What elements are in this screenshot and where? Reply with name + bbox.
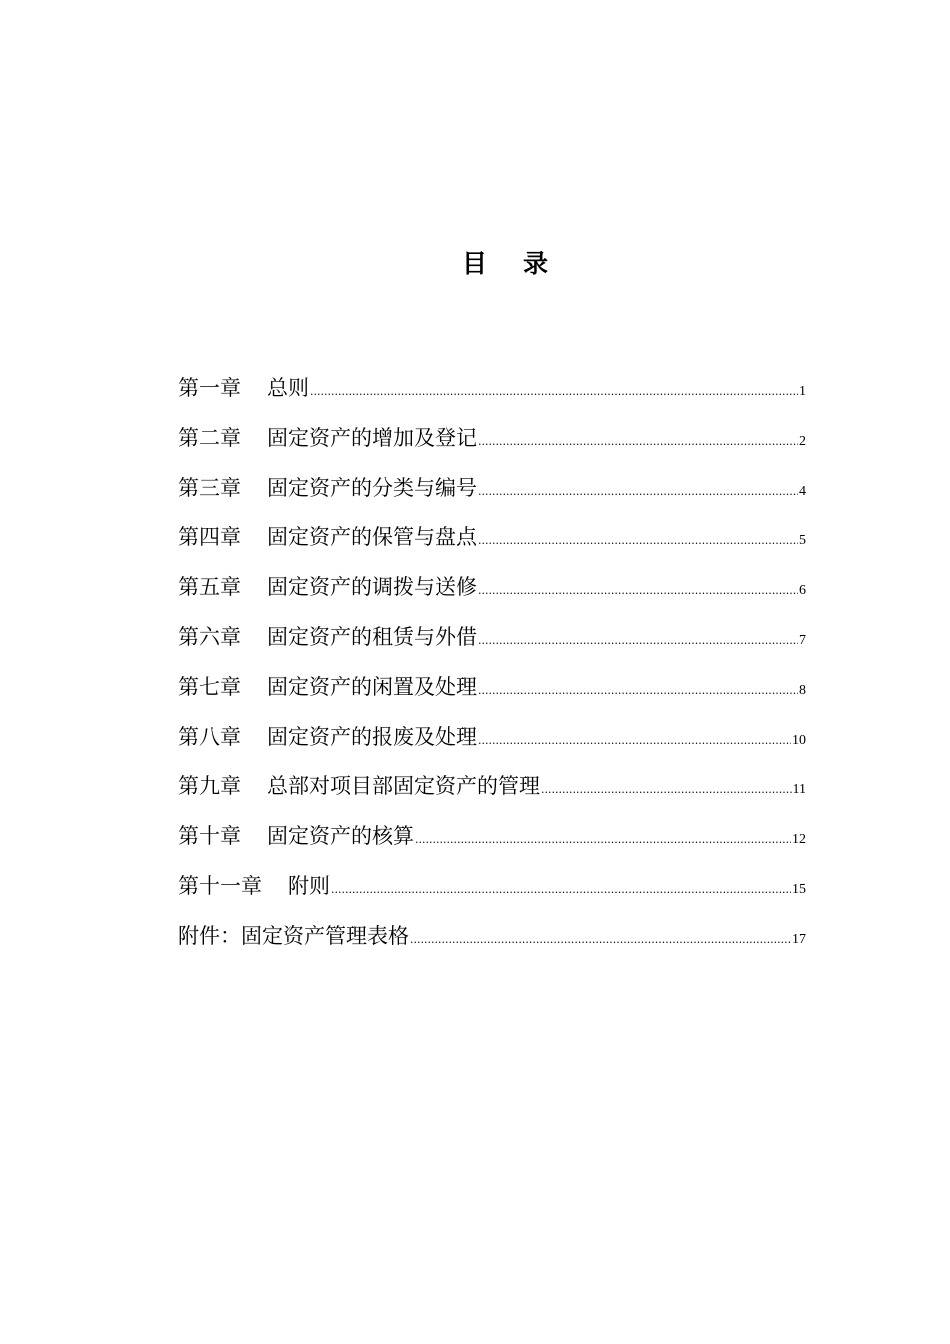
toc-entry-title: 固定资产的增加及登记 (267, 425, 477, 450)
toc-page-number: 12 (792, 832, 806, 848)
toc-entry[interactable] (178, 370, 806, 420)
table-of-contents (178, 370, 806, 968)
toc-leader (415, 822, 791, 858)
toc-page-number: 11 (792, 782, 806, 798)
toc-chapter: 第二章 (178, 425, 241, 450)
toc-chapter: 第十一章 (178, 873, 262, 898)
toc-entry[interactable] (178, 868, 806, 918)
toc-page-number: 1 (799, 384, 806, 399)
toc-leader (478, 673, 798, 709)
toc-title (0, 244, 950, 280)
toc-leader (310, 374, 798, 410)
toc-entry[interactable] (178, 420, 806, 470)
toc-leader (331, 872, 791, 908)
toc-chapter: 第七章 (178, 674, 241, 699)
toc-entry-title: 固定资产的租赁与外借 (267, 624, 477, 649)
toc-page-number: 4 (799, 483, 806, 499)
toc-page-number: 6 (799, 583, 806, 599)
toc-entry[interactable] (178, 569, 806, 619)
toc-entry[interactable] (178, 619, 806, 669)
toc-chapter: 第五章 (178, 575, 241, 600)
toc-chapter: 第四章 (178, 525, 241, 550)
toc-entry[interactable] (178, 669, 806, 719)
toc-entry-title: 总则 (267, 376, 309, 400)
toc-chapter: 第九章 (178, 774, 241, 799)
toc-entry-title: 固定资产的核算 (267, 824, 414, 849)
toc-leader (478, 523, 798, 559)
toc-page-number: 15 (792, 881, 806, 897)
toc-leader (478, 424, 798, 460)
toc-entry-title: 固定资产的调拨与送修 (267, 575, 477, 600)
toc-entry[interactable] (178, 918, 806, 968)
toc-entry[interactable] (178, 519, 806, 569)
toc-leader (541, 772, 792, 808)
toc-page-number: 2 (799, 433, 806, 449)
toc-chapter: 第十章 (178, 824, 241, 849)
toc-entry[interactable] (178, 719, 806, 769)
toc-entry-title: 附则 (288, 873, 330, 898)
toc-leader (478, 573, 798, 609)
toc-entry[interactable] (178, 768, 806, 818)
toc-leader (478, 623, 798, 659)
toc-entry[interactable] (178, 818, 806, 868)
toc-leader (478, 474, 798, 510)
toc-entry-title: 固定资产的保管与盘点 (267, 525, 477, 550)
toc-page-number: 5 (799, 533, 806, 549)
toc-leader (478, 723, 791, 759)
toc-page-number: 17 (792, 931, 806, 947)
toc-chapter: 第八章 (178, 724, 241, 749)
toc-chapter: 第一章 (178, 376, 241, 400)
toc-chapter: 第六章 (178, 624, 241, 649)
toc-page-number: 8 (799, 682, 806, 698)
toc-page-number: 10 (792, 732, 806, 748)
toc-leader (410, 922, 791, 958)
toc-title-char-2: 录 (523, 249, 549, 278)
toc-chapter: 第三章 (178, 475, 241, 500)
toc-entry-title: 固定资产管理表格 (241, 923, 409, 948)
toc-entry[interactable] (178, 470, 806, 520)
toc-entry-title: 总部对项目部固定资产的管理 (267, 774, 540, 799)
toc-entry-title: 固定资产的报废及处理 (267, 724, 477, 749)
toc-title-char-1: 目 (461, 249, 487, 278)
toc-entry-title: 固定资产的分类与编号 (267, 475, 477, 500)
toc-page-number: 7 (799, 632, 806, 648)
toc-chapter: 附件： (178, 923, 241, 948)
toc-entry-title: 固定资产的闲置及处理 (267, 674, 477, 699)
